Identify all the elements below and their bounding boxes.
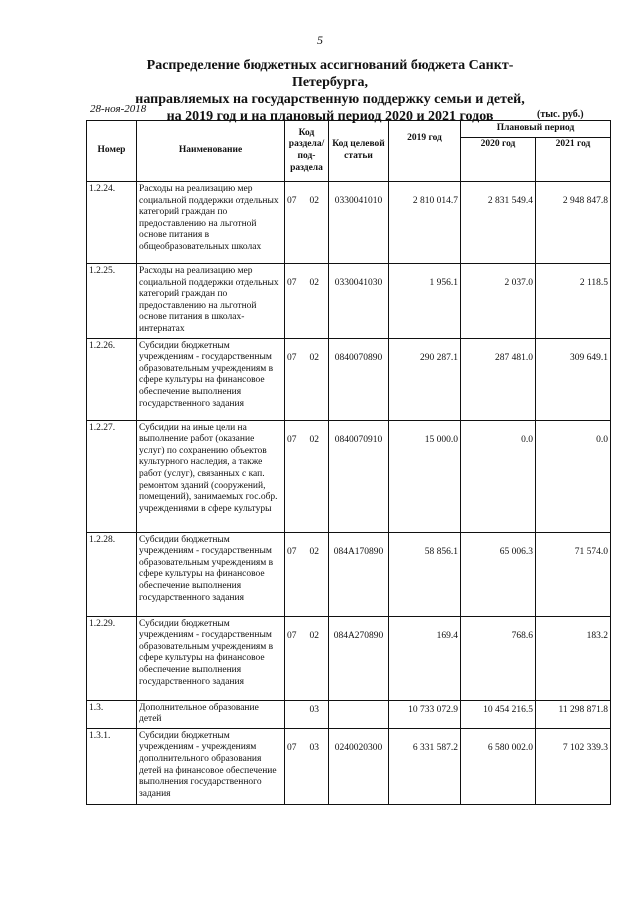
table-row [87, 616, 611, 700]
row-subsection: 02 [309, 630, 319, 641]
row-value-2019: 1 956.1 [389, 264, 461, 339]
header-year-2019: 2019 год [389, 121, 461, 182]
row-section: 07 [287, 434, 297, 445]
row-number: 1.2.27. [87, 420, 137, 532]
row-section-code [285, 264, 329, 339]
row-section: 07 [287, 352, 297, 363]
row-value-2019: 58 856.1 [389, 532, 461, 616]
row-value-2020: 65 006.3 [461, 532, 536, 616]
table-row [87, 338, 611, 420]
row-value-2021: 7 102 339.3 [536, 728, 611, 804]
row-name: Субсидии бюджетным учреждениям - государственным образовательным учреждениям в сфере культуры на финансовое обеспечение выполнения государственного задания [137, 338, 285, 420]
row-number: 1.2.25. [87, 264, 137, 339]
row-article-code [329, 700, 389, 728]
row-section-code [285, 420, 329, 532]
title-line-1: Распределение бюджетных ассигнований бюджета Санкт-Петербурга, [146, 58, 514, 90]
row-number: 1.2.26. [87, 338, 137, 420]
row-number: 1.3.1. [87, 728, 137, 804]
row-section: 07 [287, 742, 297, 753]
row-value-2021: 183.2 [536, 616, 611, 700]
row-subsection: 02 [309, 278, 319, 288]
row-value-2020: 2 831 549.4 [461, 182, 536, 264]
table-row [87, 728, 611, 804]
row-section-code [285, 338, 329, 420]
row-value-2019: 2 810 014.7 [389, 182, 461, 264]
row-section-code [285, 728, 329, 804]
row-number: 1.2.24. [87, 182, 137, 264]
row-name: Субсидии бюджетным учреждениям - учреждениям дополнительного образования детей на финансовое обеспечение выполнения государственного задания [137, 728, 285, 804]
row-value-2020: 287 481.0 [461, 338, 536, 420]
row-value-2020: 6 580 002.0 [461, 728, 536, 804]
row-name: Расходы на реализацию мер социальной поддержки отдельных категорий граждан по предоставлению на льготной основе питания в общеобразовательных школах [137, 182, 285, 264]
row-subsection: 02 [309, 196, 319, 206]
row-number: 1.2.29. [87, 616, 137, 700]
header-article-code: Код целевой статьи [329, 121, 389, 182]
row-section: 07 [287, 630, 297, 641]
table-row [87, 700, 611, 728]
row-value-2020: 10 454 216.5 [461, 700, 536, 728]
row-value-2021: 0.0 [536, 420, 611, 532]
row-number: 1.3. [87, 700, 137, 728]
row-article-code: 0240020300 [329, 728, 389, 804]
header-year-2021: 2021 год [536, 138, 611, 182]
header-planned-period: Плановый период [461, 121, 611, 138]
page-number: 5 [317, 33, 323, 47]
document-title [120, 57, 540, 125]
row-article-code: 0330041030 [329, 264, 389, 339]
document-date: 28-ноя-2018 [90, 103, 147, 115]
row-value-2019: 290 287.1 [389, 338, 461, 420]
row-name: Расходы на реализацию мер социальной поддержки отдельных категорий граждан по предоставлению на льготной основе питания в школах-интернатах [137, 264, 285, 339]
header-name: Наименование [137, 121, 285, 182]
header-year-2020: 2020 год [461, 138, 536, 182]
table-row [87, 420, 611, 532]
row-article-code: 0840070890 [329, 338, 389, 420]
row-subsection: 02 [309, 352, 319, 363]
title-line-3: на 2019 год и на плановый период 2020 и 2021 годов [166, 109, 494, 124]
row-article-code: 0840070910 [329, 420, 389, 532]
row-article-code: 084А270890 [329, 616, 389, 700]
row-value-2021: 309 649.1 [536, 338, 611, 420]
row-subsection: 03 [309, 704, 319, 715]
row-value-2021: 71 574.0 [536, 532, 611, 616]
header-number: Номер [87, 121, 137, 182]
row-section-code [285, 700, 329, 728]
row-section: 07 [287, 196, 297, 206]
row-value-2019: 15 000.0 [389, 420, 461, 532]
row-value-2020: 768.6 [461, 616, 536, 700]
row-subsection: 02 [309, 546, 319, 557]
row-article-code: 0330041010 [329, 182, 389, 264]
row-name: Субсидии на иные цели на выполнение работ (оказание услуг) по сохранению объектов культурного наследия, а также работ (услуг), связанных с кап. ремонтом зданий (сооружений, помещений), занимаемых гос.обр. учреждениями в сфере культуры [137, 420, 285, 532]
table-row [87, 264, 611, 339]
row-name: Субсидии бюджетным учреждениям - государственным образовательным учреждениям в сфере культуры на финансовое обеспечение выполнения государственного задания [137, 616, 285, 700]
row-section: 07 [287, 278, 297, 288]
row-value-2021: 11 298 871.8 [536, 700, 611, 728]
row-value-2021: 2 118.5 [536, 264, 611, 339]
row-section-code [285, 616, 329, 700]
row-section-code [285, 182, 329, 264]
row-name: Дополнительное образование детей [137, 700, 285, 728]
title-line-2: направляемых на государственную поддержку семьи и детей, [135, 92, 525, 107]
row-subsection: 03 [309, 742, 319, 753]
row-name: Субсидии бюджетным учреждениям - государственным образовательным учреждениям в сфере культуры на финансовое обеспечение выполнения государственного задания [137, 532, 285, 616]
row-value-2020: 0.0 [461, 420, 536, 532]
budget-table [86, 120, 611, 805]
table-row [87, 532, 611, 616]
row-value-2019: 169.4 [389, 616, 461, 700]
header-section-code: Код раздела/ под-раздела [285, 121, 329, 182]
units-label: (тыс. руб.) [537, 109, 584, 120]
row-value-2021: 2 948 847.8 [536, 182, 611, 264]
row-value-2019: 10 733 072.9 [389, 700, 461, 728]
row-article-code: 084А170890 [329, 532, 389, 616]
row-subsection: 02 [309, 434, 319, 445]
row-value-2019: 6 331 587.2 [389, 728, 461, 804]
table-row [87, 182, 611, 264]
row-section-code [285, 532, 329, 616]
row-section: 07 [287, 546, 297, 557]
row-value-2020: 2 037.0 [461, 264, 536, 339]
row-number: 1.2.28. [87, 532, 137, 616]
